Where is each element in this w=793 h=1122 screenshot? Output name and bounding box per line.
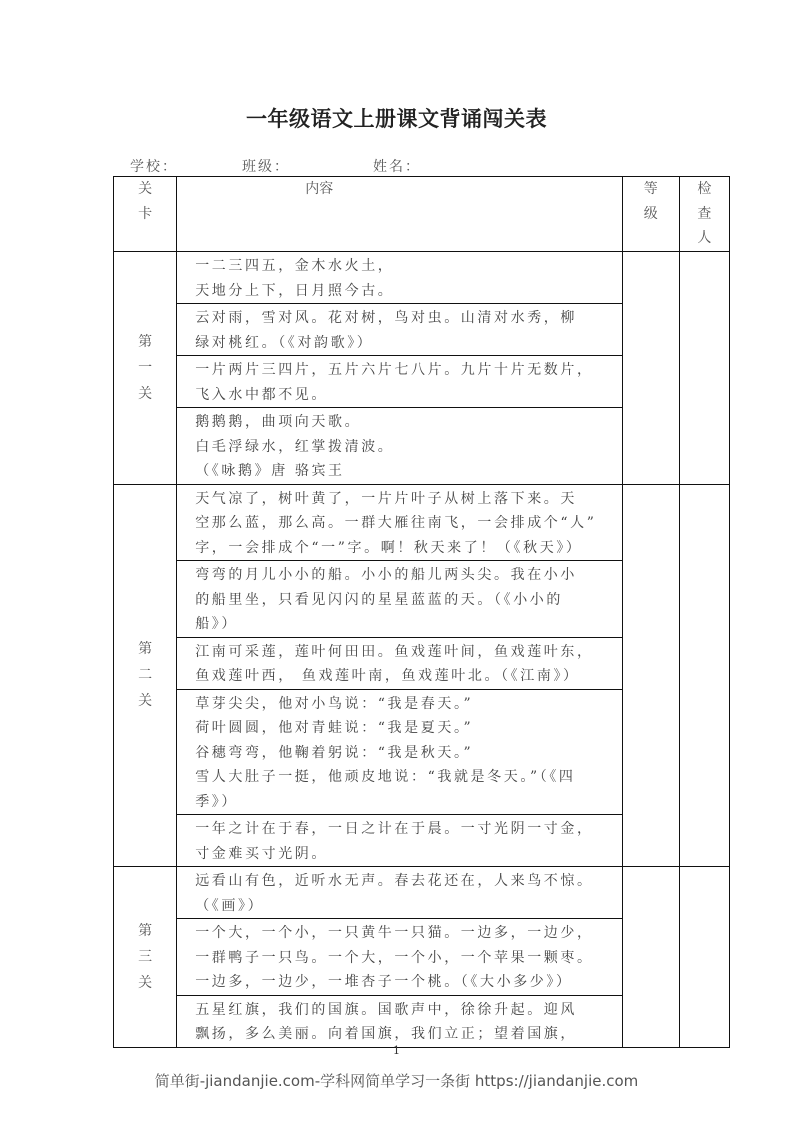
- recitation-table: [113, 176, 730, 1048]
- grade-cell[interactable]: [622, 867, 679, 1048]
- passage-line: 草芽尖尖，他对小鸟说：“我是春天。”: [195, 695, 474, 712]
- header-level-char: 卡: [138, 205, 153, 222]
- passage-line: 一群鸭子一只鸟。一个大，一个小，一个苹果一颗枣。: [195, 949, 594, 966]
- passage-line: 荷叶圆圆，他对青蛙说：“我是夏天。”: [195, 720, 474, 736]
- header-grade: [622, 177, 679, 252]
- page-number: 1: [393, 1044, 400, 1057]
- passage-line: 天地分上下，日月照今古。: [195, 282, 395, 299]
- passage-line: 云对雨，雪对风。花对树，鸟对虫。山清对水秀，柳: [195, 310, 578, 326]
- passage-line: （《咏鹅》唐 骆宾王: [195, 463, 345, 479]
- passage-cell: [177, 815, 622, 867]
- passage-line: 寸金难买寸光阴。: [195, 845, 329, 862]
- header-checker-char: 人: [697, 230, 712, 246]
- passage-line: 弯弯的月儿小小的船。小小的船儿两头尖。我在小小: [195, 567, 578, 583]
- passage-line: 绿对桃红。（《对韵歌》）: [195, 334, 374, 351]
- passage-cell: [177, 484, 622, 561]
- level-label-char: 第: [138, 922, 153, 939]
- passage-line: 一二三四五，金木水火土，: [195, 258, 395, 274]
- passage-line: 谷穗弯弯，他鞠着躬说：“我是秋天。”: [195, 744, 474, 761]
- footer-watermark: 简单街-jiandanjie.com-学科网简单学习一条街 https://jiandanjie.com: [154, 1072, 639, 1090]
- document-title: 一年级语文上册课文背诵闯关表: [246, 107, 547, 131]
- passage-line: 字，一会排成个“一”字。啊！秋天来了！（《秋天》）: [195, 539, 583, 556]
- passage-line: 远看山有色，近听水无声。春去花还在，人来鸟不惊。: [195, 873, 594, 889]
- passage-cell: [177, 689, 622, 815]
- passage-cell: [177, 637, 622, 689]
- level-label-char: 第: [138, 333, 153, 350]
- level-label-char: 关: [138, 974, 153, 991]
- level-label-cell: [114, 484, 177, 867]
- school-label: 学校：: [130, 159, 178, 175]
- passage-line: 鹅鹅鹅，曲项向天歌。: [195, 414, 362, 430]
- grade-cell[interactable]: [622, 484, 679, 867]
- passage-cell: [177, 995, 622, 1047]
- header-checker-char: 查: [697, 205, 712, 222]
- checker-cell[interactable]: [679, 484, 729, 867]
- header-checker-char: 检: [697, 181, 712, 197]
- passage-line: 季》）: [195, 793, 239, 810]
- passage-line: 五星红旗，我们的国旗。国歌声中，徐徐升起。迎风: [195, 1001, 578, 1018]
- level-label-char: 第: [138, 641, 153, 658]
- passage-cell: [177, 408, 622, 485]
- passage-line: 雪人大肚子一挺，他顽皮地说：“我就是冬天。”（《四: [195, 769, 576, 785]
- table-row: [114, 484, 730, 561]
- passage-line: 白毛浮绿水，红掌拨清波。: [195, 438, 395, 455]
- level-label-char: 关: [138, 385, 153, 402]
- passage-line: 飘扬，多么美丽。向着国旗，我们立正；望着国旗，: [195, 1026, 578, 1042]
- passage-line: 的船里坐，只看见闪闪的星星蓝蓝的天。（《小小的: [195, 591, 564, 608]
- header-grade-char: 等: [643, 181, 658, 197]
- header-content: 内容: [177, 177, 622, 252]
- level-label-char: 二: [138, 667, 153, 684]
- passage-line: 江南可采莲，莲叶何田田。鱼戏莲叶间，鱼戏莲叶东，: [195, 643, 594, 660]
- checker-cell[interactable]: [679, 252, 729, 485]
- header-level: [114, 177, 177, 252]
- passage-cell: [177, 356, 622, 408]
- level-label-char: 一: [138, 359, 153, 376]
- passage-line: 一片两片三四片，五片六片七八片。九片十片无数片，: [195, 362, 594, 378]
- passage-line: 天气凉了，树叶黄了，一片片叶子从树上落下来。天: [195, 490, 578, 507]
- passage-cell: [177, 919, 622, 996]
- passage-line: 一边多，一边少，一堆杏子一个桃。（《大小多少》）: [195, 974, 573, 990]
- passage-cell: [177, 867, 622, 919]
- passage-line: 船》）: [195, 616, 239, 632]
- header-grade-char: 级: [643, 205, 658, 222]
- table-row: [114, 252, 730, 304]
- level-label-char: 三: [138, 948, 153, 965]
- passage-cell: [177, 561, 622, 638]
- table-header-row: [114, 177, 730, 252]
- checker-cell[interactable]: [679, 867, 729, 1048]
- passage-cell: [177, 252, 622, 304]
- passage-line: 鱼戏莲叶西， 鱼戏莲叶南，鱼戏莲叶北。（《江南》）: [195, 668, 580, 684]
- level-label-cell: [114, 867, 177, 1048]
- passage-line: 一年之计在于春，一日之计在于晨。一寸光阴一寸金，: [195, 821, 594, 837]
- class-label: 班级：: [242, 159, 290, 175]
- passage-cell: [177, 304, 622, 356]
- table-row: [114, 867, 730, 919]
- header-level-char: 关: [138, 181, 153, 197]
- level-label-char: 关: [138, 693, 153, 710]
- header-checker: [679, 177, 729, 252]
- name-label: 姓名：: [373, 159, 421, 175]
- passage-line: 空那么蓝，那么高。一群大雁往南飞，一会排成个“人”: [195, 515, 597, 531]
- passage-line: 飞入水中都不见。: [195, 386, 329, 403]
- passage-line: 一个大，一个小，一只黄牛一只猫。一边多，一边少，: [195, 925, 594, 941]
- grade-cell[interactable]: [622, 252, 679, 485]
- level-label-cell: [114, 252, 177, 485]
- passage-line: （《画》）: [195, 897, 265, 914]
